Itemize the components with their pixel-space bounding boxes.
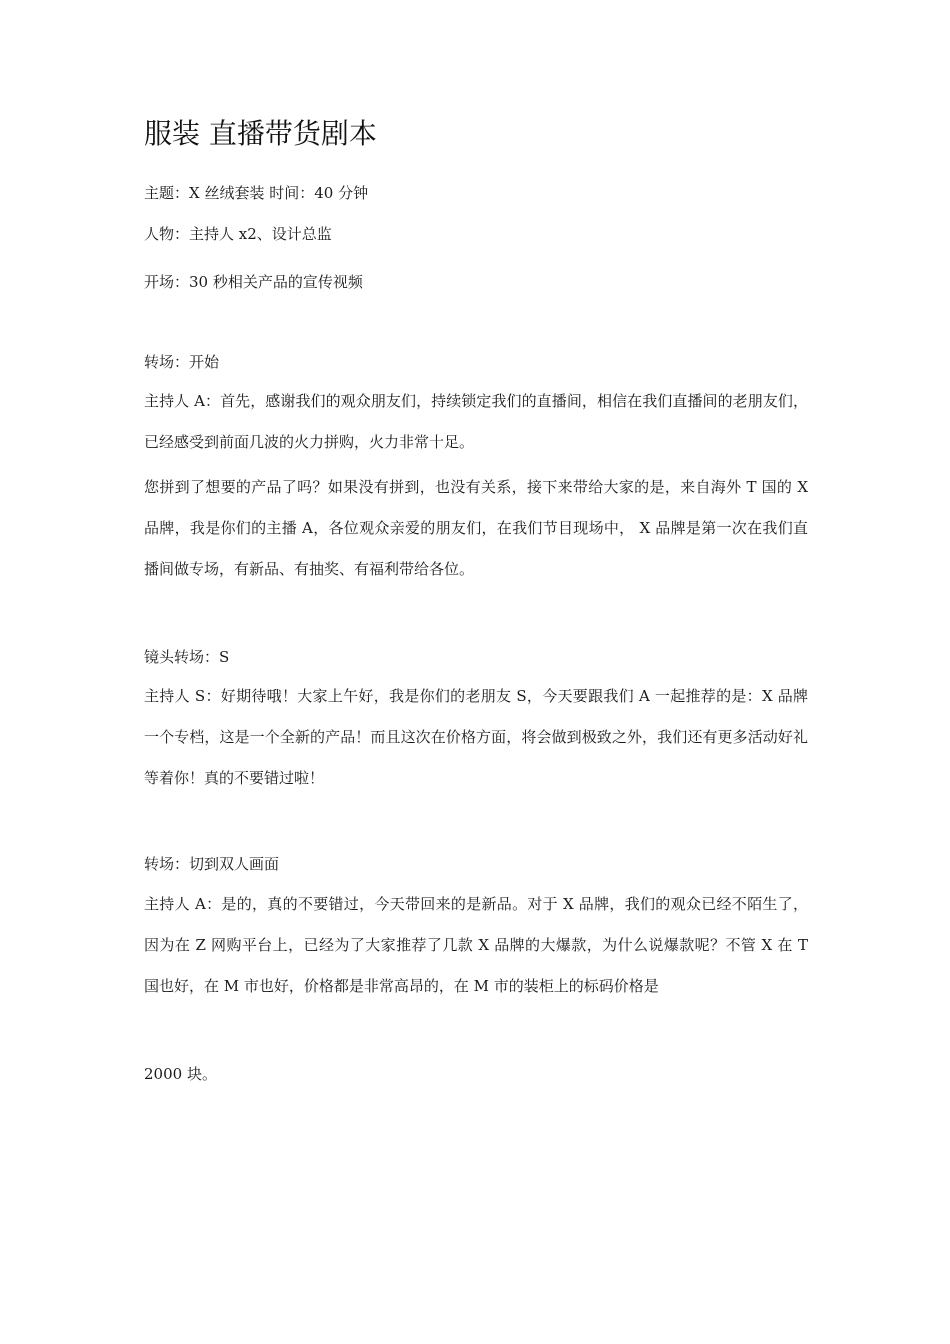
host-s-paragraph: 主持人 S：好期待哦！大家上午好，我是你们的老朋友 S，今天要跟我们 A 一起推荐的是：X 品牌一个专档，这是一个全新的产品！而且这次在价格方面，将会做到极致之外，我们还有更多活动好礼等着你！真的不要错过啦！ xyxy=(144,687,808,787)
transition-start: 转场：开始 xyxy=(144,353,220,371)
document-title: 服装 直播带货剧本 xyxy=(144,117,377,150)
host-a-paragraph-1: 主持人 A：首先，感谢我们的观众朋友们，持续锁定我们的直播间，相信在我们直播间的老朋友们，已经感受到前面几波的火力拼购，火力非常十足。 xyxy=(144,392,808,451)
theme-line: 主题：X 丝绒套装 时间：40 分钟 xyxy=(144,184,369,202)
host-a-paragraph-2: 您拼到了想要的产品了吗？如果没有拼到，也没有关系，接下来带给大家的是，来自海外 T 国的 X 品牌，我是你们的主播 A，各位观众亲爱的朋友们，在我们节目现场中， X 品牌是第一次在我们直播间做专场，有新品、有抽奖、有福利带给各位。 xyxy=(144,478,808,578)
opening-line: 开场：30 秒相关产品的宣传视频 xyxy=(144,273,363,291)
transition-double-shot: 转场：切到双人画面 xyxy=(144,855,280,873)
host-a-paragraph-3: 主持人 A：是的，真的不要错过，今天带回来的是新品。对于 X 品牌，我们的观众已经不陌生了，因为在 Z 网购平台上，已经为了大家推荐了几款 X 品牌的大爆款，为什么说爆款呢？不管 X 在 T 国也好，在 M 市也好，价格都是非常高昂的，在 M 市的装柜上的标码价格是 xyxy=(144,895,808,995)
host-a-paragraph-3-end: 2000 块。 xyxy=(144,1065,217,1083)
transition-camera-s: 镜头转场：S xyxy=(144,648,230,666)
people-line: 人物：主持人 x2、设计总监 xyxy=(144,225,332,243)
